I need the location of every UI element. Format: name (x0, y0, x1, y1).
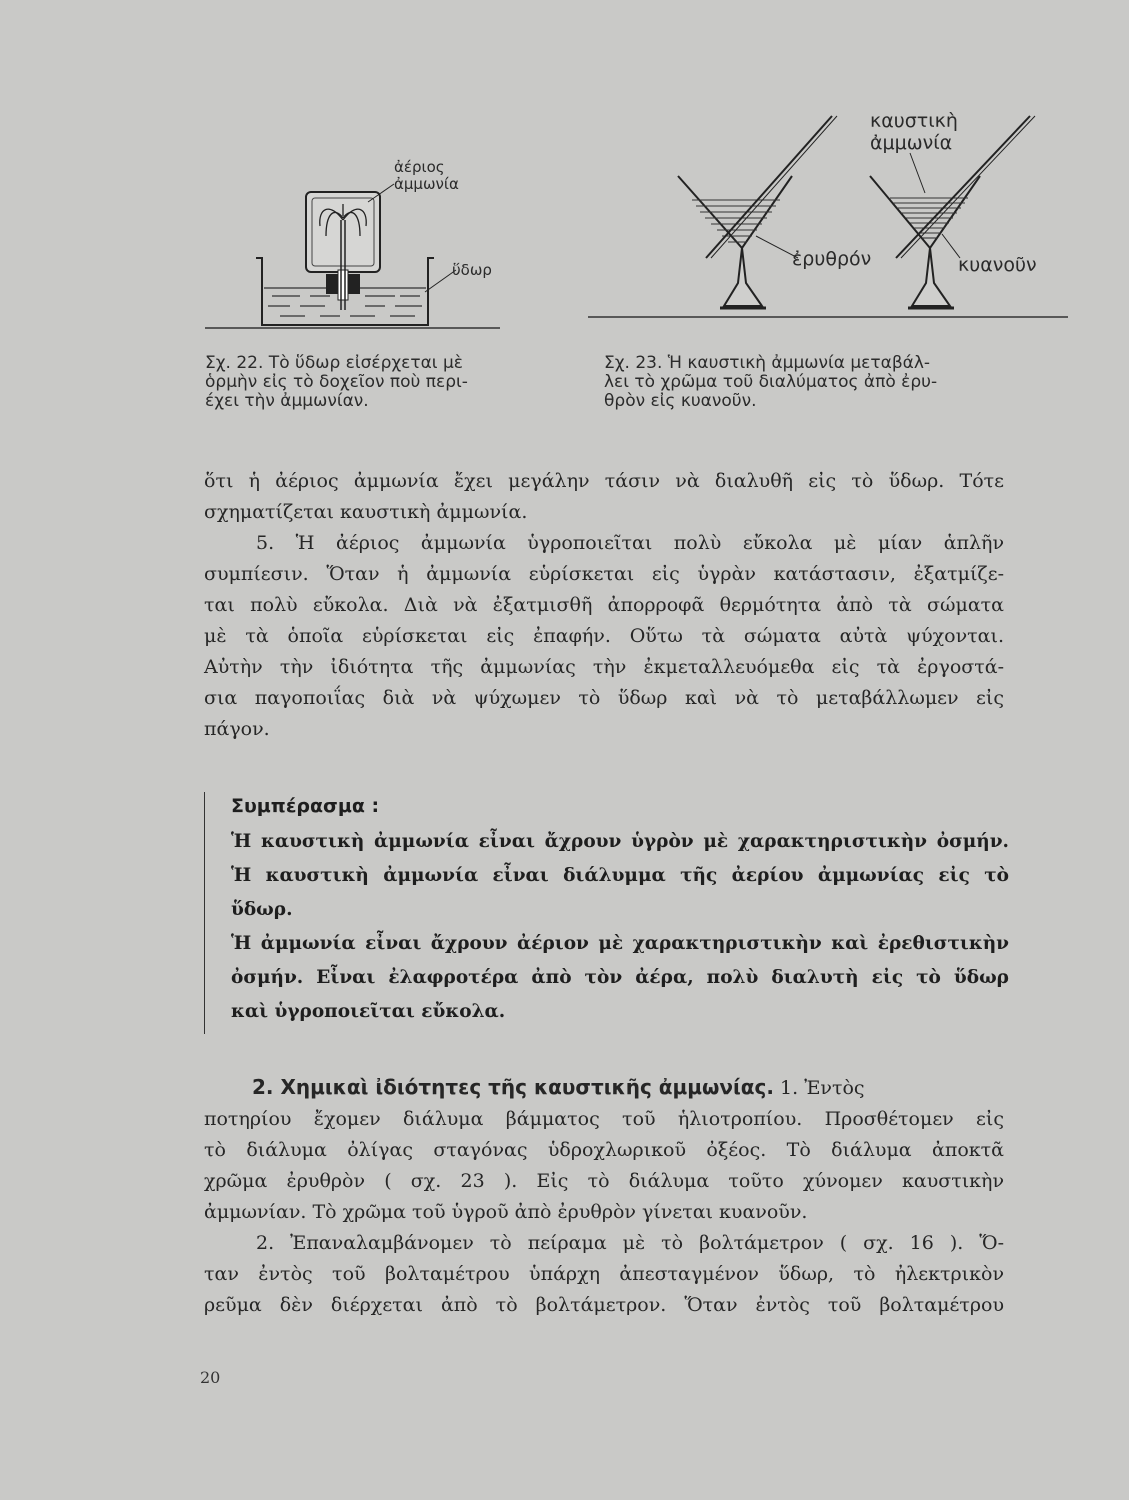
label-ammonia: ἀμμωνία (394, 175, 459, 193)
figure-22 (200, 160, 510, 340)
caption-line: ὁρμὴν εἰς τὸ δοχεῖον ποὺ περι- (205, 372, 468, 392)
paragraph-ammonia-properties (204, 466, 1004, 745)
conclusion-line: ὕδωρ. (231, 899, 293, 920)
section-chemical-properties (204, 1070, 1004, 1321)
goblets-illustration (580, 108, 1070, 328)
fountain-apparatus-illustration (200, 160, 510, 340)
text-line: ταν ἐντὸς τοῦ βολταμέτρου ὑπάρχη ἀπεσταγμένον ὕδωρ, τὸ ἠλεκτρικὸν (204, 1263, 1004, 1285)
caption-line: έχει τὴν ἀμμωνίαν. (205, 391, 369, 411)
conclusion-text (231, 825, 1009, 1029)
caption-line: Σχ. 22. Τὸ ὕδωρ εἰσέρχεται μὲ (205, 353, 463, 373)
figure-22-caption (205, 354, 505, 411)
label-ammonia-liquid: ἀμμωνία (870, 132, 953, 154)
label-red: ἐρυθρόν (792, 248, 872, 270)
text-line: 2. Ἐπαναλαμβάνομεν τὸ πείραμα μὲ τὸ βολτάμετρον ( σχ. 16 ). Ὅ- (256, 1232, 1004, 1254)
text-line: ται πολὺ εὔκολα. Διὰ νὰ ἐξατμισθῆ ἀπορροφᾶ θερμότητα ἀπὸ τὰ σώματα (204, 594, 1004, 616)
section-first-line (204, 1070, 1004, 1104)
text-line: τὸ διάλυμα ὀλίγας σταγόνας ὑδροχλωρικοῦ ὀξέος. Τὸ διάλυμα ἀποκτᾶ (204, 1139, 1004, 1161)
text-line: πάγον. (204, 718, 270, 740)
text-line: σια παγοποιΐας διὰ νὰ ψύχωμεν τὸ ὕδωρ καὶ νὰ τὸ μεταβάλλωμεν εἰς (204, 687, 1004, 709)
text-line: μὲ τὰ ὁποῖα εὑρίσκεται εἰς ἐπαφήν. Οὕτω τὰ σώματα αὐτὰ ψύχονται. (204, 625, 1004, 647)
text-line: σχηματίζεται καυστικὴ ἀμμωνία. (204, 501, 528, 523)
text-line: 5. Ἡ ἀέριος ἀμμωνία ὑγροποιεῖται πολὺ εὔκολα μὲ μίαν ἁπλῆν (256, 532, 1004, 554)
conclusion-title: Συμπέρασμα : (231, 795, 380, 817)
label-blue: κυανοῦν (958, 254, 1037, 276)
section-first-line-rest: 1. Ἐντὸς (773, 1077, 865, 1099)
caption-line: λει τὸ χρῶμα τοῦ διαλύματος ἀπὸ ἐρυ- (604, 372, 938, 392)
label-water: ὕδωρ (452, 261, 492, 279)
caption-line: Σχ. 23. Ἡ καυστικὴ ἀμμωνία μεταβάλ- (604, 353, 931, 373)
caption-line: θρὸν εἰς κυανοῦν. (604, 391, 757, 411)
conclusion-line: ὀσμήν. Εἶναι ἐλαφροτέρα ἀπὸ τὸν ἀέρα, πολὺ διαλυτὴ εἰς τὸ ὕδωρ (231, 967, 1009, 988)
conclusion-line: Ἡ καυστικὴ ἀμμωνία εἶναι ἄχρουν ὑγρὸν μὲ χαρακτηριστικὴν ὀσμήν. (231, 831, 1009, 852)
figure-23-caption (604, 354, 1024, 411)
goblet-red (678, 116, 837, 308)
text-line: Αὐτὴν τὴν ἰδιότητα τῆς ἀμμωνίας τὴν ἐκμεταλλευόμεθα εἰς τὰ ἐργοστά- (204, 656, 1004, 678)
label-caustic: καυστικὴ (870, 110, 958, 132)
section-heading: 2. Χημικαὶ ἰδιότητες τῆς καυστικῆς ἀμμωνίας. (252, 1075, 774, 1099)
page-number: 20 (200, 1368, 221, 1387)
text-line: ποτηρίου ἔχομεν διάλυμα βάμματος τοῦ ἡλιοτροπίου. Προσθέτομεν εἰς (204, 1108, 1004, 1130)
conclusion-line: Ἡ καυστικὴ ἀμμωνία εἶναι διάλυμμα τῆς ἀερίου ἀμμωνίας εἰς τὸ (231, 865, 1009, 886)
text-line: χρῶμα ἐρυθρὸν ( σχ. 23 ). Εἰς τὸ διάλυμα τοῦτο χύνομεν καυστικὴν (204, 1170, 1004, 1192)
label-gaseous: ἀέριος (394, 158, 445, 176)
conclusion-line: καὶ ὑγροποιεῖται εὔκολα. (231, 1001, 506, 1022)
text-line: ρεῦμα δὲν διέρχεται ἀπὸ τὸ βολτάμετρον. Ὅταν ἐντὸς τοῦ βολταμέτρου (204, 1294, 1004, 1316)
figure-23 (580, 108, 1070, 328)
text-line: συμπίεσιν. Ὅταν ἡ ἀμμωνία εὑρίσκεται εἰς ὑγρὰν κατάστασιν, ἐξατμίζε- (204, 563, 1004, 585)
conclusion-line: Ἡ ἀμμωνία εἶναι ἄχρουν ἀέριον μὲ χαρακτηριστικὴν καὶ ἐρεθιστικὴν (231, 933, 1009, 954)
conclusion-box (204, 792, 1011, 1034)
text-line: ἀμμωνίαν. Τὸ χρῶμα τοῦ ὑγροῦ ἀπὸ ἐρυθρὸν γίνεται κυανοῦν. (204, 1201, 808, 1223)
text-line: ὅτι ἡ ἀέριος ἀμμωνία ἔχει μεγάλην τάσιν νὰ διαλυθῆ εἰς τὸ ὕδωρ. Τότε (204, 470, 1004, 492)
